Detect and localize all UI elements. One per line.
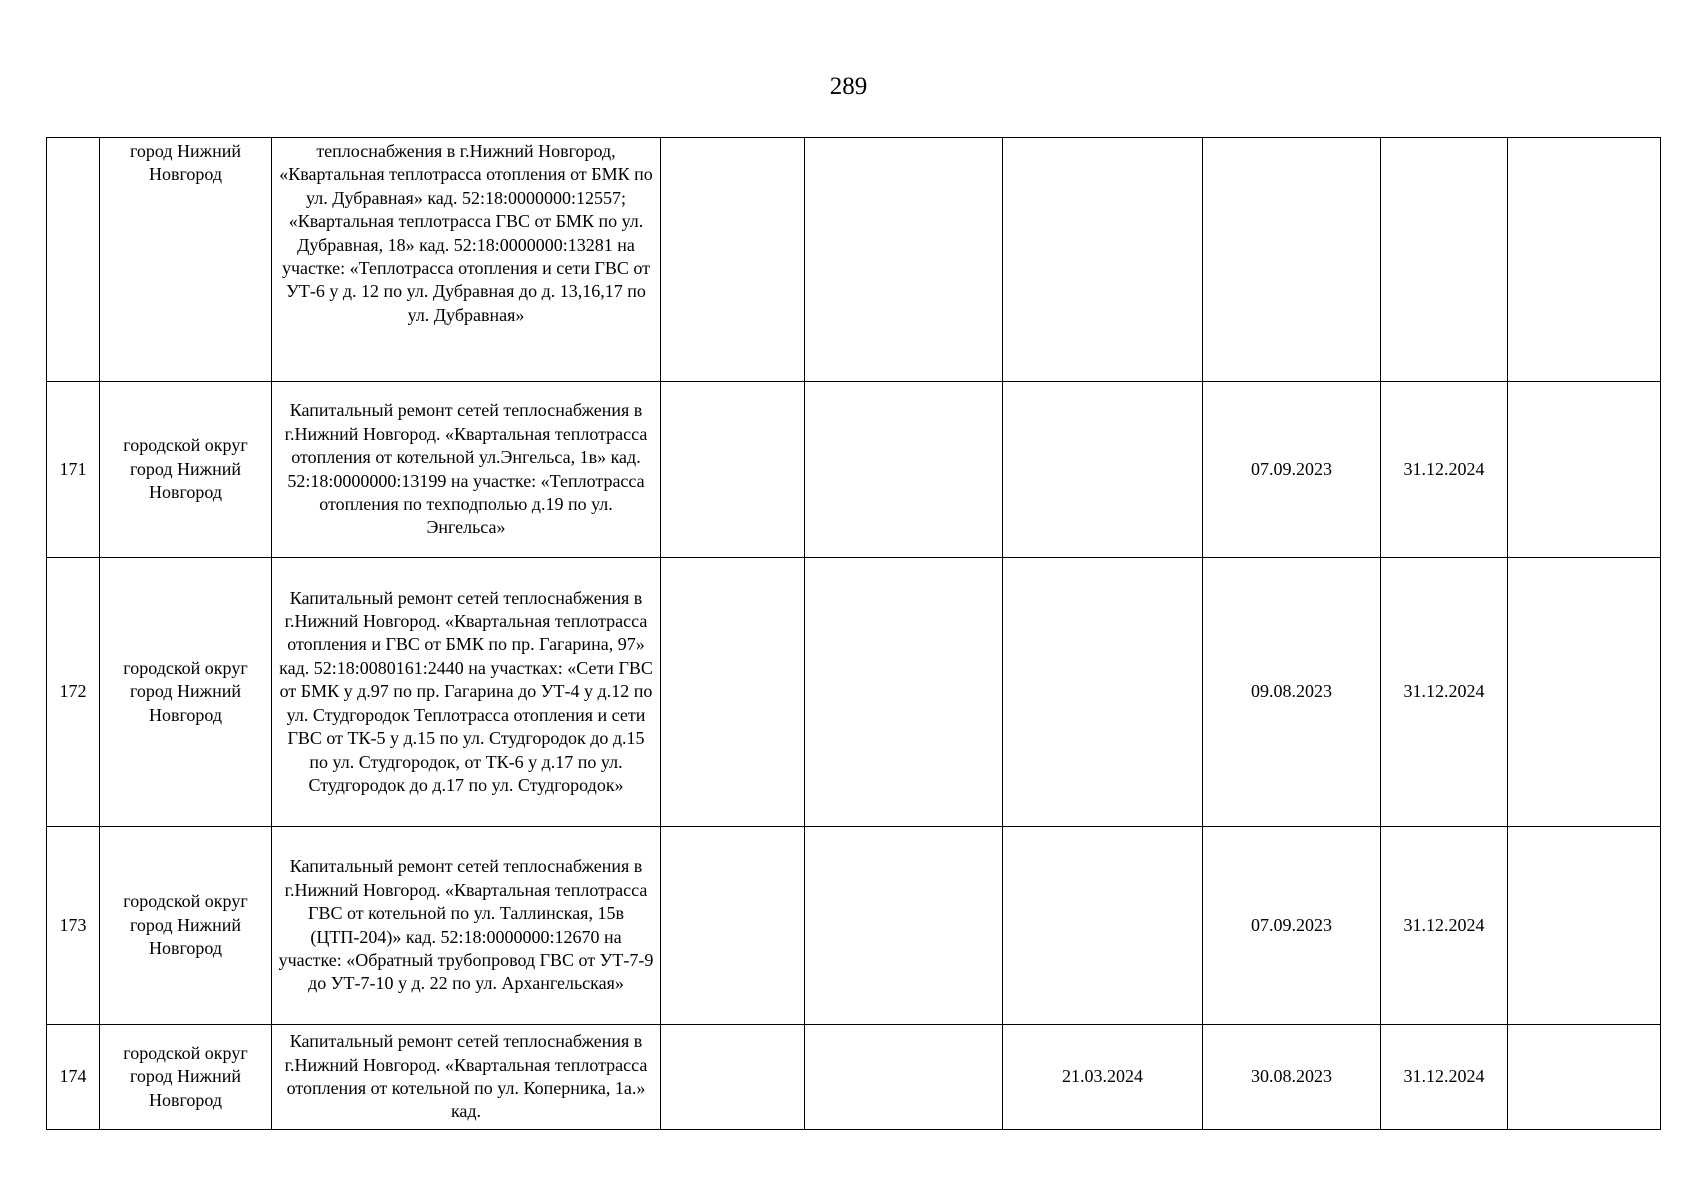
empty-cell xyxy=(661,138,805,382)
start-date-cell: 07.09.2023 xyxy=(1203,827,1381,1025)
district-cell: городской округ город Нижний Новгород xyxy=(100,827,272,1025)
start-date-cell xyxy=(1203,138,1381,382)
date-cell xyxy=(1003,558,1203,827)
empty-cell xyxy=(661,1025,805,1130)
start-date-cell: 09.08.2023 xyxy=(1203,558,1381,827)
empty-cell xyxy=(805,827,1003,1025)
empty-cell xyxy=(661,558,805,827)
empty-cell xyxy=(661,382,805,558)
row-number-cell: 171 xyxy=(47,382,100,558)
district-cell: городской округ город Нижний Новгород xyxy=(100,1025,272,1130)
description-cell: Капитальный ремонт сетей теплоснабжения в г.Нижний Новгород. «Квартальная теплотрасса отопления от котельной по ул. Коперника, 1а.» кад. xyxy=(272,1025,661,1130)
empty-cell xyxy=(1508,558,1661,827)
empty-cell xyxy=(805,558,1003,827)
district-cell: город Нижний Новгород xyxy=(100,138,272,382)
description-cell: Капитальный ремонт сетей теплоснабжения в г.Нижний Новгород. «Квартальная теплотрасса ГВС от котельной по ул. Таллинская, 15в (ЦТП-204)» кад. 52:18:0000000:12670 на участке: «Обратный трубопровод ГВС от УТ-7-9 до УТ-7-10 у д. 22 по ул. Архангельская» xyxy=(272,827,661,1025)
empty-cell xyxy=(805,138,1003,382)
row-number-cell: 174 xyxy=(47,1025,100,1130)
description-cell: Капитальный ремонт сетей теплоснабжения в г.Нижний Новгород. «Квартальная теплотрасса отопления от котельной ул.Энгельса, 1в» кад. 52:18:0000000:13199 на участке: «Теплотрасса отопления по техподполью д.19 по ул. Энгельса» xyxy=(272,382,661,558)
end-date-cell: 31.12.2024 xyxy=(1381,827,1508,1025)
end-date-cell: 31.12.2024 xyxy=(1381,1025,1508,1130)
start-date-cell: 07.09.2023 xyxy=(1203,382,1381,558)
end-date-cell: 31.12.2024 xyxy=(1381,382,1508,558)
row-number-cell xyxy=(47,138,100,382)
row-number-cell: 172 xyxy=(47,558,100,827)
projects-table xyxy=(46,137,1661,1130)
end-date-cell: 31.12.2024 xyxy=(1381,558,1508,827)
table-row xyxy=(47,827,1661,1025)
empty-cell xyxy=(805,382,1003,558)
date-cell xyxy=(1003,827,1203,1025)
district-cell: городской округ город Нижний Новгород xyxy=(100,558,272,827)
empty-cell xyxy=(1508,382,1661,558)
empty-cell xyxy=(1508,1025,1661,1130)
date-cell xyxy=(1003,382,1203,558)
empty-cell xyxy=(1508,138,1661,382)
empty-cell xyxy=(1508,827,1661,1025)
table-row xyxy=(47,1025,1661,1130)
start-date-cell: 30.08.2023 xyxy=(1203,1025,1381,1130)
table-row xyxy=(47,382,1661,558)
table-row xyxy=(47,138,1661,382)
date-cell: 21.03.2024 xyxy=(1003,1025,1203,1130)
page-number: 289 xyxy=(829,73,868,100)
empty-cell xyxy=(805,1025,1003,1130)
date-cell xyxy=(1003,138,1203,382)
row-number-cell: 173 xyxy=(47,827,100,1025)
description-cell: Капитальный ремонт сетей теплоснабжения в г.Нижний Новгород. «Квартальная теплотрасса отопления и ГВС от БМК по пр. Гагарина, 97» кад. 52:18:0080161:2440 на участках: «Сети ГВС от БМК у д.97 по пр. Гагарина до УТ-4 у д.12 по ул. Студгородок Теплотрасса отопления и сети ГВС от ТК-5 у д.15 по ул. Студгородок до д.15 по ул. Студгородок, от ТК-6 у д.17 по ул. Студгородок до д.17 по ул. Студгородок» xyxy=(272,558,661,827)
district-cell: городской округ город Нижний Новгород xyxy=(100,382,272,558)
empty-cell xyxy=(661,827,805,1025)
table-row xyxy=(47,558,1661,827)
description-cell: теплоснабжения в г.Нижний Новгород, «Квартальная теплотрасса отопления от БМК по ул. Дубравная» кад. 52:18:0000000:12557; «Квартальная теплотрасса ГВС от БМК по ул. Дубравная, 18» кад. 52:18:0000000:13281 на участке: «Теплотрасса отопления и сети ГВС от УТ-6 у д. 12 по ул. Дубравная до д. 13,16,17 по ул. Дубравная» xyxy=(272,138,661,382)
end-date-cell xyxy=(1381,138,1508,382)
